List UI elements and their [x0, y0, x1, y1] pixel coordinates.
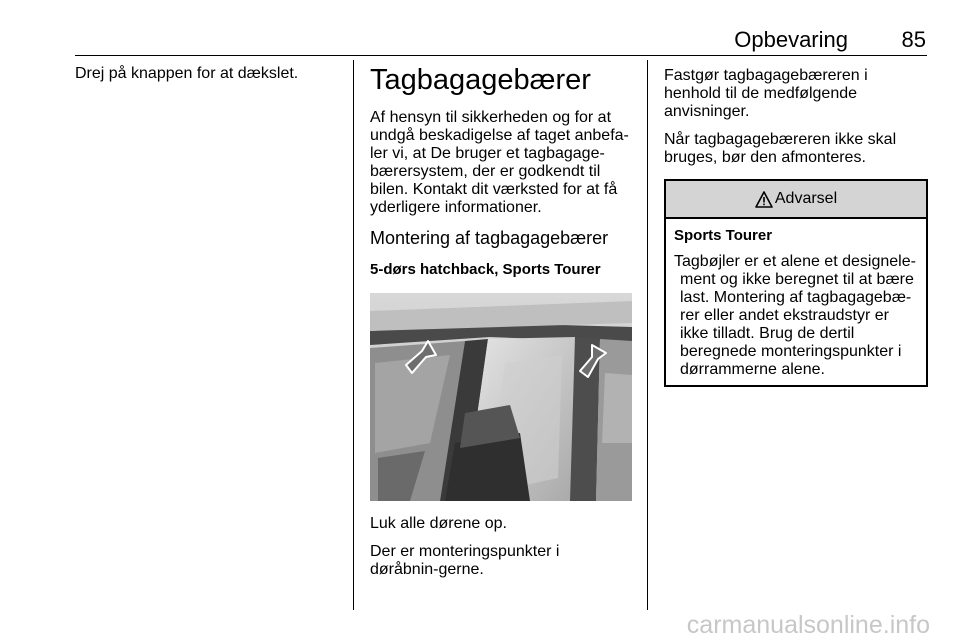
intro-paragraph: Af hensyn til sikkerheden og for at undgå beskadigelse af taget anbefa-ler vi, at De bruger et tagbagage-bærersystem, der er godkendt til bilen. Kontakt dit værksted for at få yderligere informationer.	[370, 109, 629, 216]
watermark: carmanualsonline.info	[686, 611, 930, 639]
warning-body	[666, 219, 926, 385]
section-heading: Tagbagagebærer	[370, 64, 591, 96]
column-1	[75, 63, 345, 93]
warning-box	[664, 179, 928, 387]
column-divider-2	[647, 60, 648, 610]
column1-text: Drej på knappen for at dækslet.	[75, 65, 299, 82]
column-divider-1	[353, 60, 354, 610]
warning-title: Advarsel	[774, 190, 838, 207]
column-2	[370, 63, 632, 589]
header-title: Opbevaring	[734, 27, 848, 52]
warning-text: Tagbøjler er et alene et designele-ment og ikke beregnet til at bære last. Montering af tagbagagebæ-rer eller andet ekstraudstyr er ikke tilladt. Brug de dertil beregnede monteringspunkter i dørrammerne alene.	[674, 253, 916, 378]
instruction-2: Der er monteringspunkter i døråbnin-gerne.	[370, 543, 560, 578]
warning-triangle-icon	[755, 191, 773, 208]
model-label: 5-dørs hatchback, Sports Tourer	[370, 261, 601, 278]
instruction-1: Luk alle dørene op.	[370, 515, 507, 532]
warning-header	[666, 181, 926, 219]
column-3	[664, 63, 926, 387]
roof-mount-illustration	[370, 293, 632, 501]
page-number: 85	[901, 27, 926, 52]
header-rule	[75, 55, 927, 56]
column3-paragraph-1: Fastgør tagbagagebæreren i henhold til de medfølgende anvisninger.	[664, 67, 868, 120]
warning-subtitle: Sports Tourer	[674, 227, 773, 244]
subsection-heading: Montering af tagbagagebærer	[370, 228, 609, 248]
column3-paragraph-2: Når tagbagagebæreren ikke skal bruges, bør den afmonteres.	[664, 131, 897, 166]
